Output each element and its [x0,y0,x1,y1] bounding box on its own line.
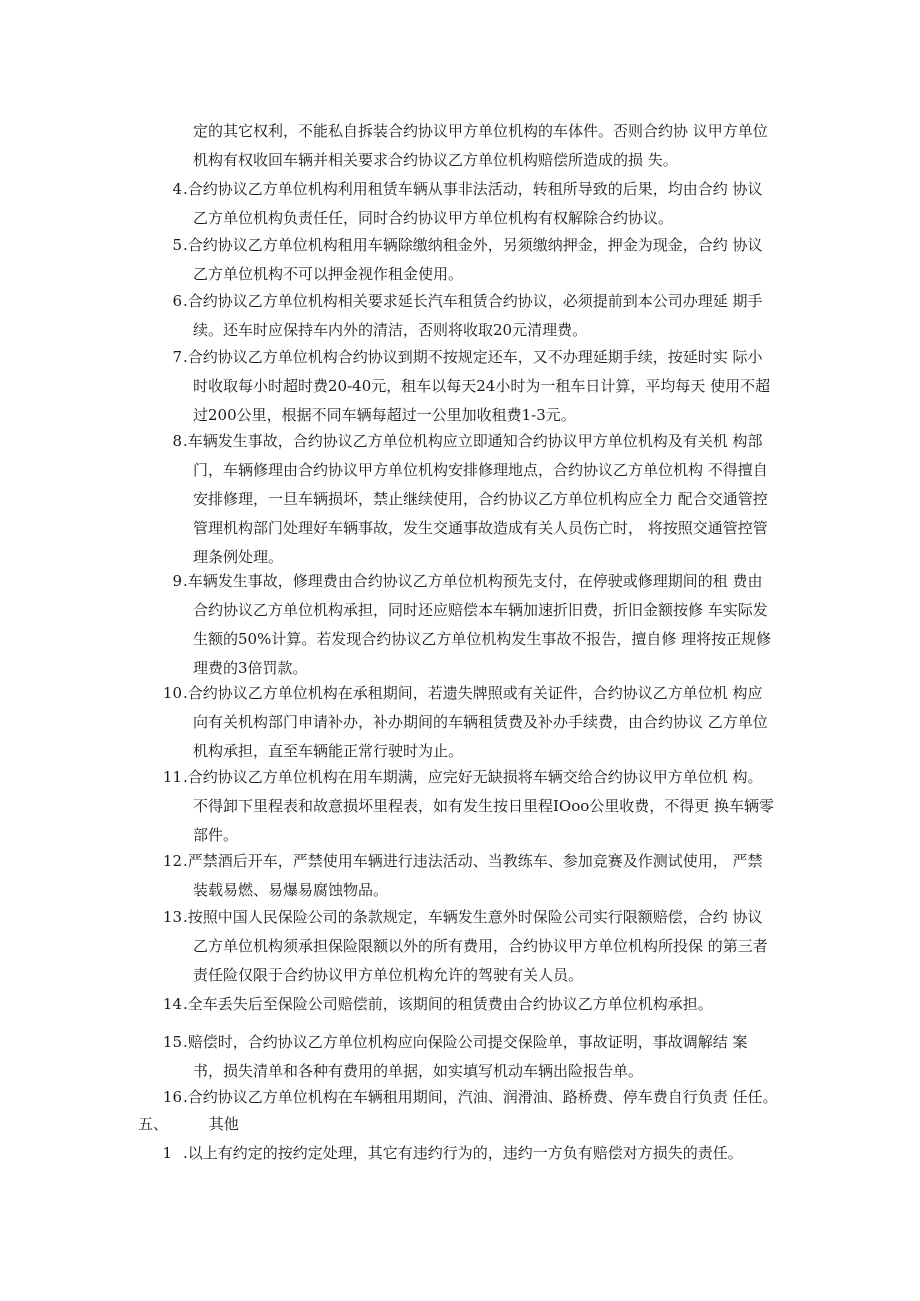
clause-number: 10 [162,684,182,702]
clause-number: 8 [172,432,182,450]
clause-line: 生额的50%计算。若发现合约协议乙方单位机构发生事故不报告，擅自修 理将按正规修 [193,630,772,648]
clause-line: .车辆发生事故，合约协议乙方单位机构应立即通知合约协议甲方单位机构及有关机 构部 [183,432,763,450]
continuation-line: 定的其它权利，不能私自拆装合约协议甲方单位机构的车体件。否则合约协 议甲方单位 [193,122,768,140]
clause-number: 15 [162,1033,182,1051]
clause-line: .合约协议乙方单位机构相关要求延长汽车租赁合约协议，必须提前到本公司办理延 期手 [183,292,763,310]
clause-line: 乙方单位机构不可以押金视作租金使用。 [193,265,464,283]
clause-line: 理费的3倍罚款。 [193,659,308,677]
clause-number: 6 [172,292,182,310]
clause-number: 4 [172,180,182,198]
section-number: 五、 [138,1115,169,1133]
clause-line: 时收取每小时超时费20-40元，租车以每天24小时为一租车日计算，平均每天 使用不超 [193,377,771,395]
clause-number: 16 [162,1088,182,1106]
clause-line: .合约协议乙方单位机构在用车期满，应完好无缺损将车辆交给合约协议甲方单位机 构。 [183,768,763,786]
clause-line: .车辆发生事故，修理费由合约协议乙方单位机构预先支付，在停驶或修理期间的租 费由 [183,572,763,590]
clause-number: 1 [162,1144,172,1162]
clause-line: 安排修理，一旦车辆损坏，禁止继续使用，合约协议乙方单位机构应全力 配合交通管控 [193,490,768,508]
clause-line: 不得卸下里程表和故意损坏里程表，如有发生按日里程IOoo公里收费，不得更 换车辆零 [193,797,775,815]
clause-number: 9 [172,572,182,590]
clause-line: .严禁酒后开车，严禁使用车辆进行违法活动、当教练车、参加竞赛及作测试使用， 严禁 [183,852,763,870]
clause-number: 5 [172,236,182,254]
clause-line: .合约协议乙方单位机构租用车辆除缴纳租金外，另须缴纳押金，押金为现金，合约 协议 [183,236,763,254]
section-title: 其他 [208,1115,239,1133]
clause-line: 过200公里，根据不同车辆每超过一公里加收租费1-3元。 [193,406,576,424]
clause-line: 理条例处理。 [193,548,284,566]
clause-line: .全车丢失后至保险公司赔偿前，该期间的租赁费由合约协议乙方单位机构承担。 [183,995,713,1013]
clause-line: .按照中国人民保险公司的条款规定，车辆发生意外时保险公司实行限额赔偿，合约 协议 [183,908,763,926]
clause-line: 责任险仅限于合约协议甲方单位机构允许的驾驶有关人员。 [193,966,584,984]
clause-line: 书，损失清单和各种有费用的单据，如实填写机动车辆出险报告单。 [193,1062,644,1080]
clause-line: 向有关机构部门申请补办，补办期间的车辆租赁费及补办手续费，由合约协议 乙方单位 [193,713,768,731]
continuation-line: 机构有权收回车辆并相关要求合约协议乙方单位机构赔偿所造成的损 失。 [193,151,678,169]
continuation-paragraph [193,117,793,175]
clause-line: .合约协议乙方单位机构利用租赁车辆从事非法活动，转租所导致的后果，均由合约 协议 [183,180,763,198]
clause-number: 13 [162,908,182,926]
clause-line: 门，车辆修理由合约协议甲方单位机构安排修理地点，合约协议乙方单位机构 不得擅自 [193,461,768,479]
clause-number: 12 [162,852,182,870]
clause-line: .赔偿时，合约协议乙方单位机构应向保险公司提交保险单，事故证明，事故调解结 案 [183,1033,748,1051]
clause-line: .以上有约定的按约定处理，其它有违约行为的，违约一方负有赔偿对方损失的责任。 [183,1144,743,1162]
clause-line: .合约协议乙方单位机构合约协议到期不按规定还车，又不办理延期手续，按延时实 际小 [183,348,763,366]
clause-line: 部件。 [193,826,239,844]
clause-line: 装载易燃、易爆易腐蚀物品。 [193,881,389,899]
clause-line: 续。还车时应保持车内外的清洁，否则将收取20元清理费。 [193,321,588,339]
clause-line: .合约协议乙方单位机构在车辆租用期间，汽油、润滑油、路桥费、停车费自行负责 任任。 [183,1088,778,1106]
clause-number: 7 [172,348,182,366]
clause-number: 11 [162,768,182,786]
clause-line: 合约协议乙方单位机构承担，同时还应赔偿本车辆加速折旧费，折旧金额按修 车实际发 [193,601,768,619]
clause-line: 机构承担，直至车辆能正常行驶时为止。 [193,742,464,760]
clause-line: 乙方单位机构须承担保险限额以外的所有费用，合约协议甲方单位机构所投保 的第三者 [193,937,768,955]
clause-line: .合约协议乙方单位机构在承租期间，若遗失牌照或有关证件，合约协议乙方单位机 构应 [183,684,763,702]
clause-line: 管理机构部门处理好车辆事故，发生交通事故造成有关人员伤亡时， 将按照交通管控管 [193,519,768,537]
clause-line: 乙方单位机构负责任任，同时合约协议甲方单位机构有权解除合约协议。 [193,209,674,227]
clause-number: 14 [162,995,182,1013]
section-heading [138,1110,239,1139]
